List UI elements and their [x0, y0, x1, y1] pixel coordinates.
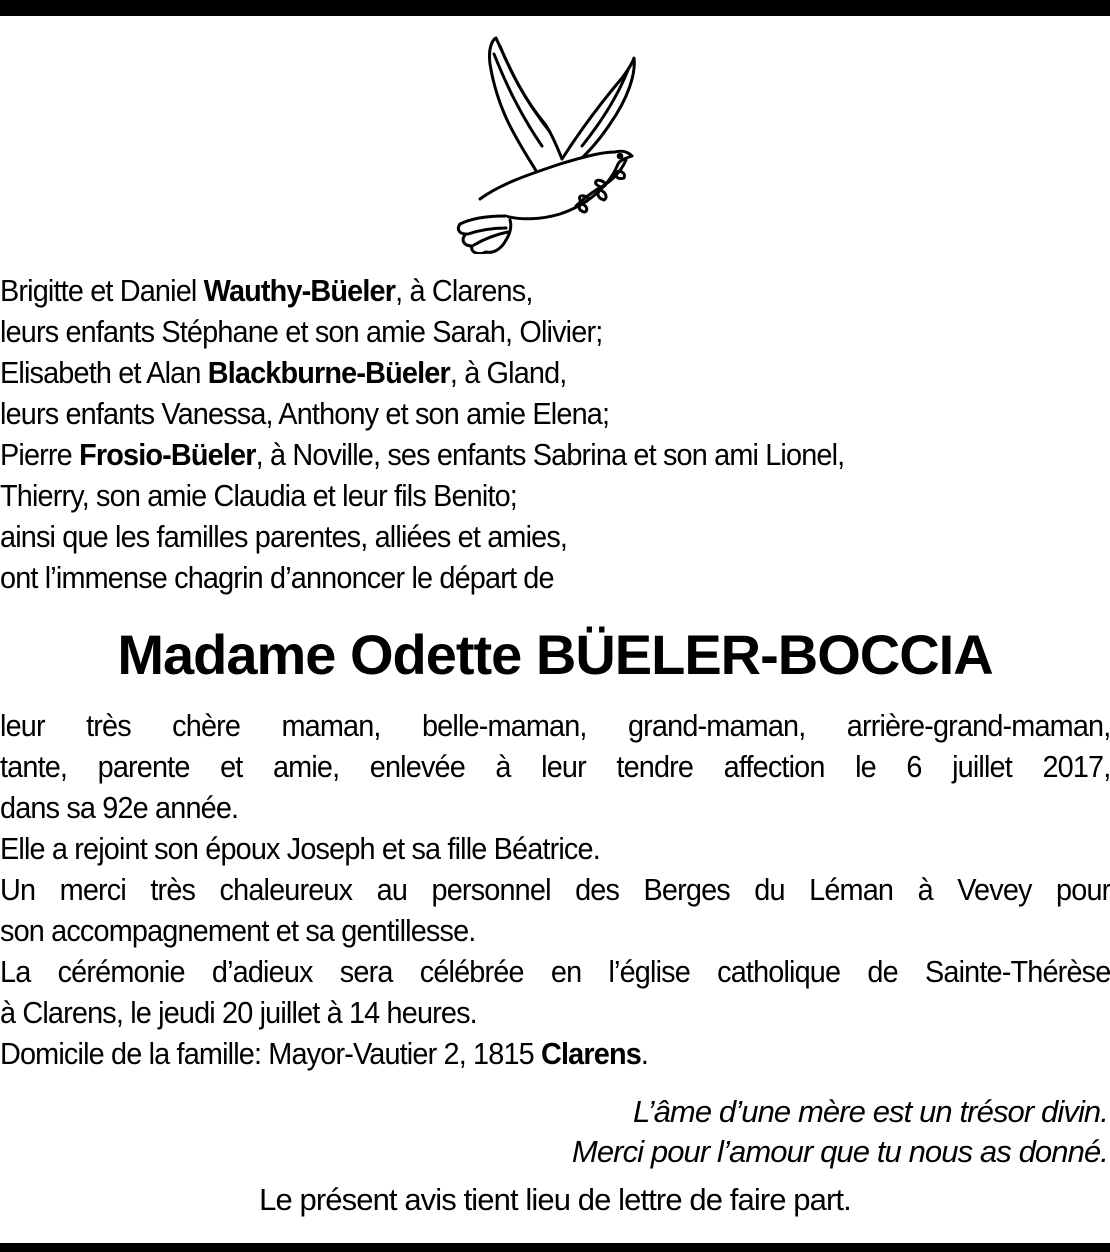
body-line-6: son accompagnement et sa gentillesse.	[0, 913, 476, 948]
family-line-1: Brigitte et Daniel Wauthy-Büeler, à Clarens,	[0, 273, 533, 308]
family-line-4: leurs enfants Vanessa, Anthony et son amie Elena;	[0, 396, 610, 431]
body-line-5: Un merci très chaleureux au personnel des Berges du Léman à Vevey pour	[0, 872, 1110, 907]
quote-line-1: L’âme d’une mère est un trésor divin.	[632, 1094, 1108, 1129]
family-announcement	[0, 270, 1110, 598]
body-line-9: Domicile de la famille: Mayor-Vautier 2, 1815 Clarens.	[0, 1036, 649, 1071]
body-line-1: leur très chère maman, belle-maman, grand-maman, arrière-grand-maman,	[0, 708, 1110, 743]
body-line-7: La cérémonie d’adieux sera célébrée en l’église catholique de Sainte-Thérèse	[0, 954, 1110, 989]
body-line-8: à Clarens, le jeudi 20 juillet à 14 heures.	[0, 995, 477, 1030]
memorial-quote	[572, 1092, 1108, 1172]
quote-line-2: Merci pour l’amour que tu nous as donné.	[571, 1134, 1108, 1169]
bottom-border	[0, 1243, 1110, 1252]
top-border	[0, 0, 1110, 16]
family-line-2: leurs enfants Stéphane et son amie Sarah, Olivier;	[0, 314, 603, 349]
closing-notice: Le présent avis tient lieu de lettre de faire part.	[259, 1182, 851, 1217]
family-line-8: ont l’immense chagrin d’annoncer le départ de	[0, 560, 554, 595]
body-line-4: Elle a rejoint son époux Joseph et sa fille Béatrice.	[0, 831, 600, 866]
family-line-5: Pierre Frosio-Büeler, à Noville, ses enfants Sabrina et son ami Lionel,	[0, 437, 845, 472]
obituary-body	[0, 705, 1110, 1074]
deceased-name: Madame Odette BÜELER-BOCCIA	[117, 623, 993, 686]
dove-icon	[450, 34, 650, 254]
body-line-3: dans sa 92e année.	[0, 790, 239, 825]
family-line-3: Elisabeth et Alan Blackburne-Büeler, à Gland,	[0, 355, 567, 390]
body-line-2: tante, parente et amie, enlevée à leur tendre affection le 6 juillet 2017,	[0, 749, 1110, 784]
family-line-7: ainsi que les familles parentes, alliées et amies,	[0, 519, 568, 554]
family-line-6: Thierry, son amie Claudia et leur fils Benito;	[0, 478, 517, 513]
